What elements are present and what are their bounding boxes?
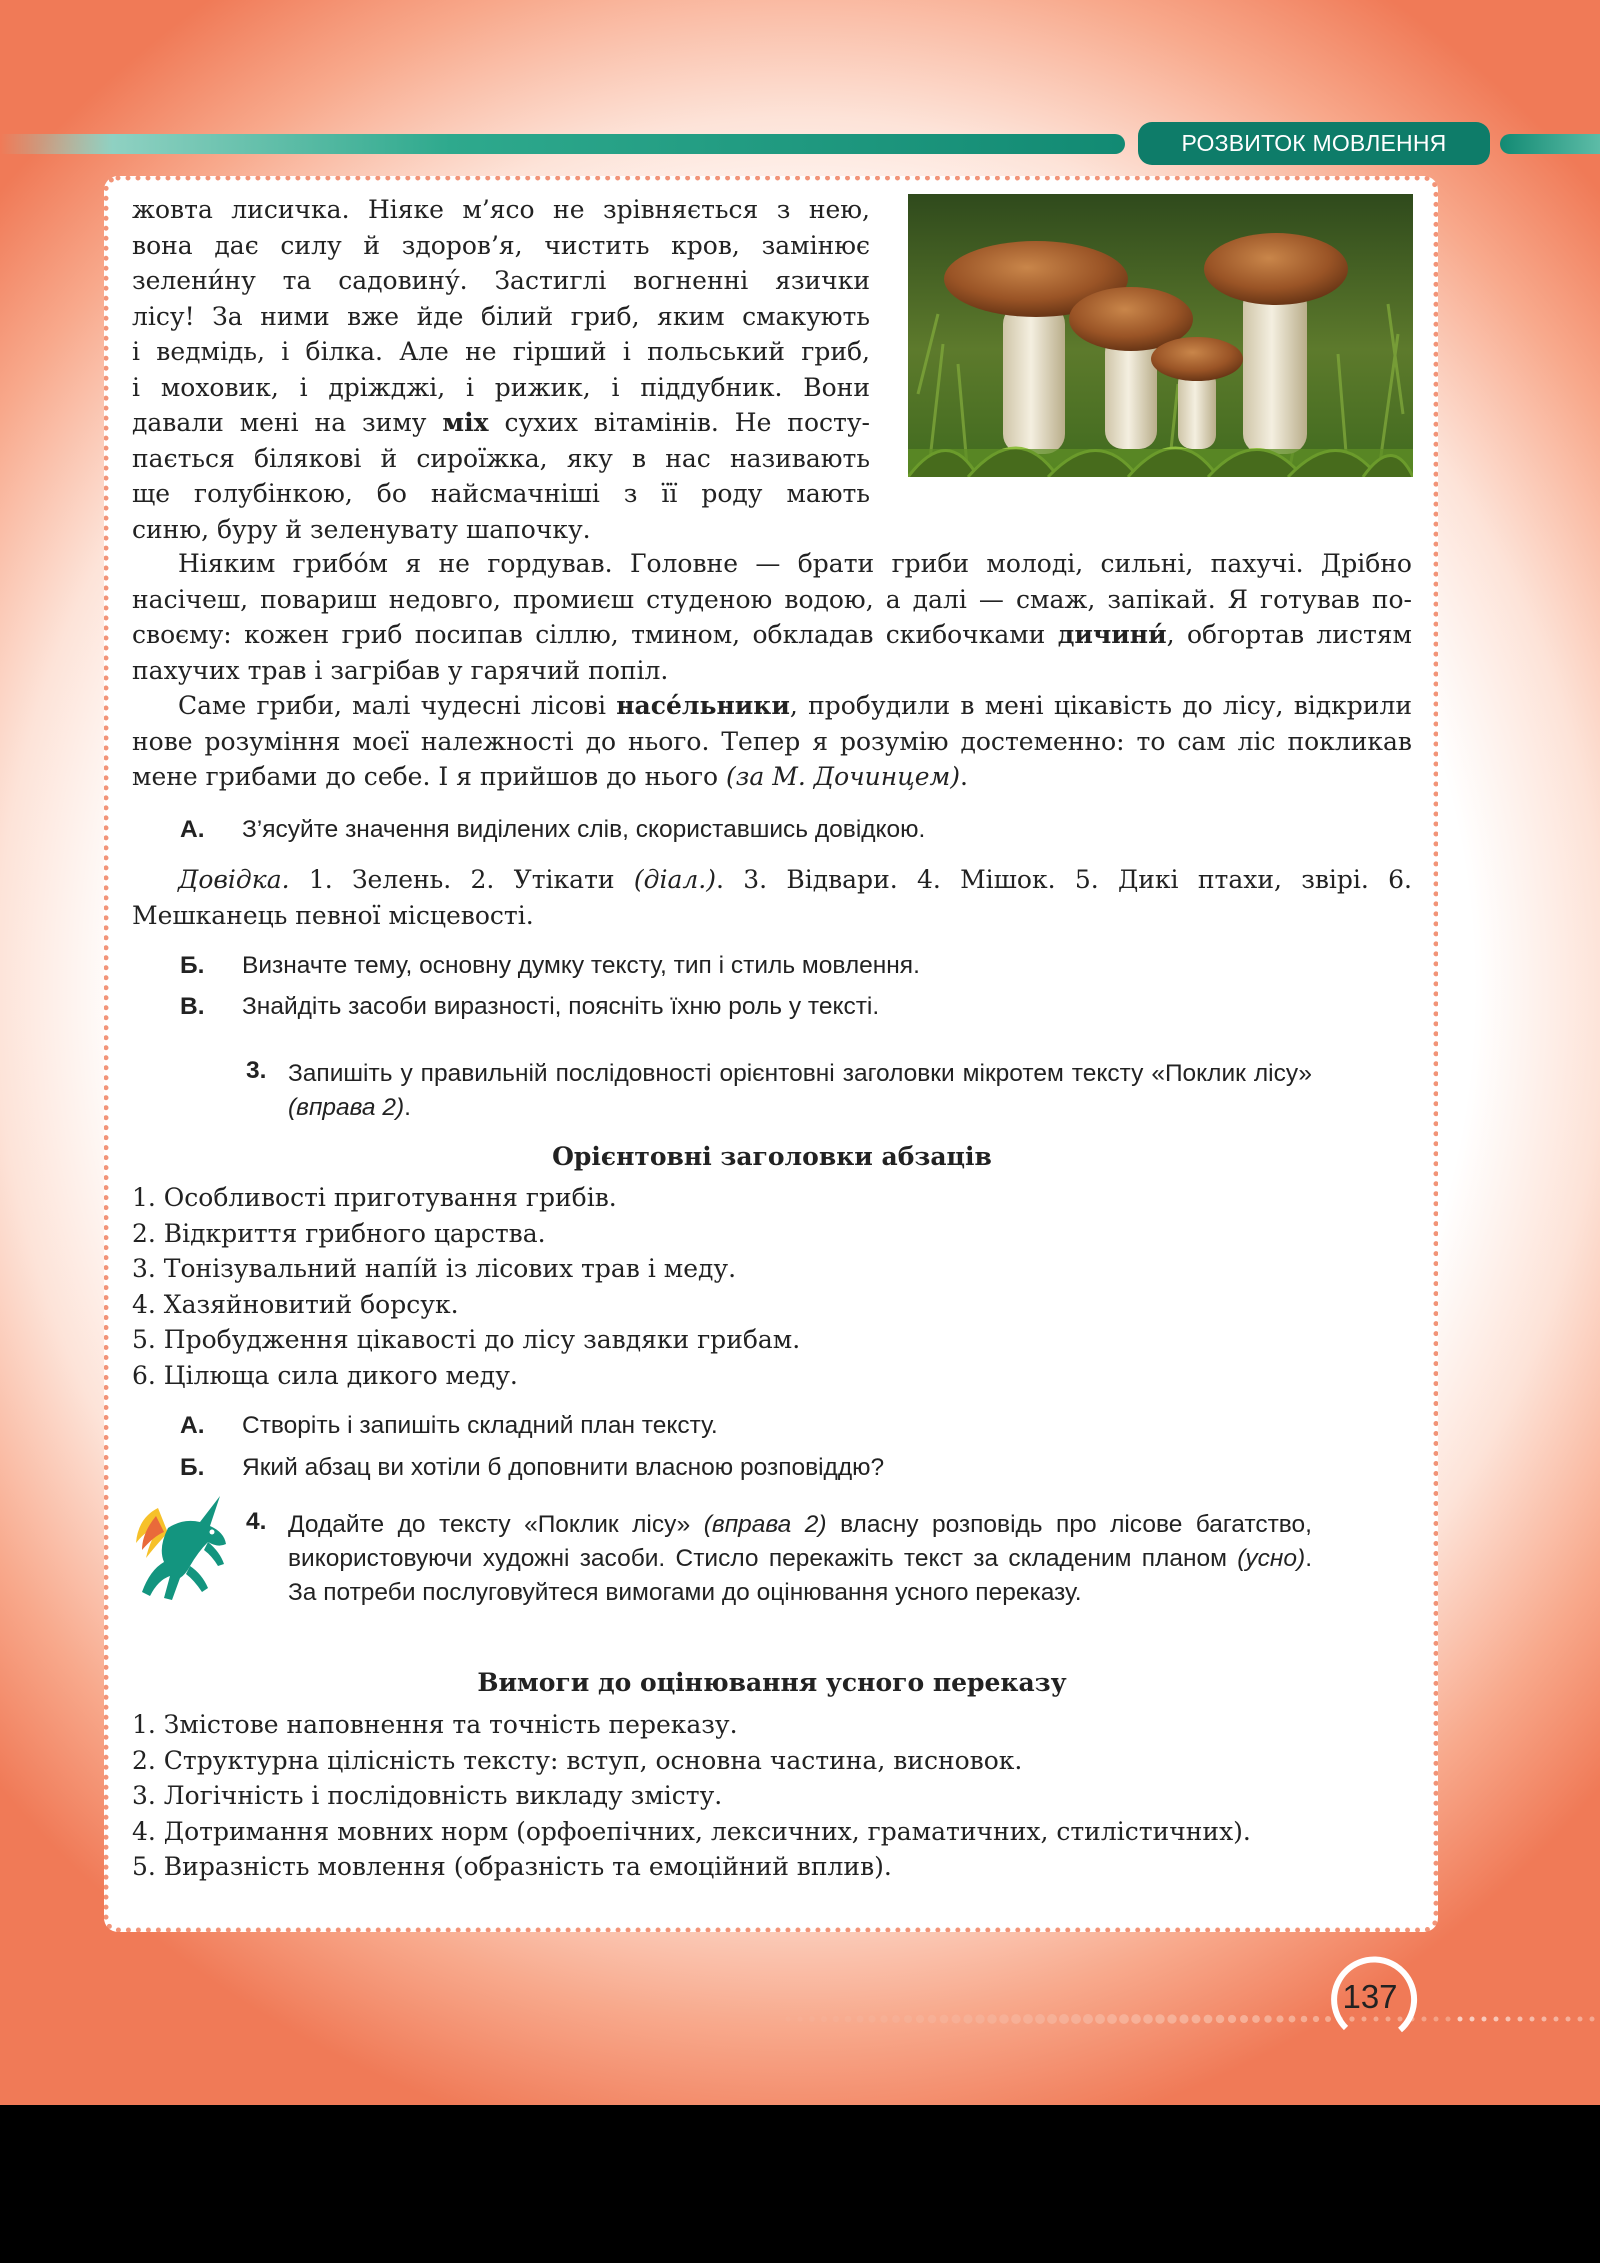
footer-dot	[1216, 2015, 1225, 2024]
intro-line: жовта лисичка. Ніяке м’ясо не зрівняється з нею,	[132, 195, 870, 224]
footer-dots	[780, 2011, 1600, 2025]
list-item: 4. Дотримання мовних норм (орфоепічних, лексичних, граматичних, стилістичних).	[132, 1816, 1251, 1846]
footer-dot	[880, 2015, 888, 2023]
footer-dot	[1131, 2014, 1141, 2024]
task-a: А. З’ясуйте значення виділених слів, скориставшись довідкою.	[180, 816, 926, 843]
footer-dot	[1554, 2017, 1559, 2022]
footer-dot	[916, 2015, 924, 2023]
footer-dot	[1276, 2015, 1283, 2022]
task-b: Б. Визначте тему, основну думку тексту, тип і стиль мовлення.	[180, 952, 920, 979]
footer-dot	[1590, 2017, 1595, 2022]
footer-dot	[999, 2014, 1009, 2024]
footer-dot	[1506, 2017, 1511, 2022]
footer-dot	[1530, 2017, 1535, 2022]
footer-dot	[1035, 2014, 1045, 2024]
footer-dot	[1313, 2016, 1319, 2022]
footer-dot	[809, 2016, 815, 2022]
footer-dot	[1470, 2017, 1475, 2022]
intro-line: давали мені на зиму міх сухих вітамінів. Не посту-	[132, 408, 870, 437]
list-item: 5. Виразність мовлення (образність та емоційний вплив).	[132, 1852, 892, 1881]
footer-dot	[1143, 2014, 1153, 2024]
footer-dot	[952, 2015, 961, 2024]
requirements-title: Вимоги до оцінювання усного переказу	[477, 1668, 1067, 1697]
footer-dot	[857, 2016, 864, 2023]
footer-dot	[1240, 2015, 1248, 2023]
footer-dot	[845, 2016, 852, 2023]
list-item: 4. Хазяйновитий борсук.	[132, 1289, 459, 1319]
mushrooms-photo	[908, 194, 1413, 477]
headings-title: Орієнтовні заголовки абзаців	[552, 1142, 992, 1171]
reference-note: Довідка. 1. Зелень. 2. Утікати (діал.). 3. Відвари. 4. Мішок. 5. Дикі птахи, звірі. 6. Мешканець певної місцевості.	[132, 865, 1412, 930]
footer-dot	[1228, 2015, 1236, 2023]
footer-dot	[797, 2016, 802, 2021]
footer-dot	[1434, 2017, 1439, 2022]
footer-dot	[1301, 2016, 1308, 2023]
paragraph: Саме гриби, малі чудесні лісові насе́льники, пробудили в мені цікавість до лісу, відкрили нове розуміння моєї належності до нього. Тепер я розумію достеменно: то сам ліс покликав мене грибами до себе. І я прийшов до нього (за М. Дочинцем).	[132, 691, 1412, 791]
header-bar-end	[1500, 134, 1600, 154]
requirements-list	[132, 1707, 1422, 1885]
footer-dot	[1578, 2017, 1583, 2022]
footer-dot	[1071, 2014, 1081, 2024]
footer-dot	[928, 2015, 937, 2024]
footer-dot	[1179, 2014, 1188, 2023]
footer-dot	[1252, 2015, 1260, 2023]
footer-dot	[1518, 2017, 1523, 2022]
list-item: 6. Цілюща сила дикого меду.	[132, 1360, 518, 1390]
task-b2: Б. Який абзац ви хотіли б доповнити власною розповіддю?	[180, 1454, 885, 1481]
intro-line: і моховик, і дріжджі, і рижик, і піддубник. Вони	[132, 372, 870, 402]
intro-line: зелени́ну та садовину́. Застиглі вогненні язички	[132, 266, 870, 295]
footer-dot	[1482, 2017, 1487, 2022]
exercise-3: 3. Запишіть у правильній послідовності орієнтовні заголовки мікротем тексту «Поклик лісу» (вправа 2).	[246, 1057, 1312, 1121]
footer-dot	[868, 2015, 875, 2022]
footer-dot	[1155, 2014, 1164, 2023]
footer-dot	[1059, 2014, 1069, 2024]
list-item: 1. Змістове наповнення та точність переказу.	[132, 1710, 738, 1739]
exercise-4: 4. Додайте до тексту «Поклик лісу» (вправа 2) власну розповідь про лісове багатство, використовуючи художні засоби. Стисло перекажіть текст за складеним планом (усно). За потреби послуговуйтеся вимогами до оцінювання усного переказу.	[246, 1508, 1312, 1606]
footer-dot	[1446, 2017, 1451, 2022]
list-item: 2. Відкриття грибного царства.	[132, 1218, 546, 1248]
footer-dot	[1107, 2014, 1117, 2024]
footer-dot	[1204, 2015, 1213, 2024]
footer-dot	[1264, 2015, 1271, 2022]
footer-dot	[833, 2016, 839, 2022]
footer-dot	[1083, 2014, 1093, 2024]
footer-dot	[1167, 2014, 1176, 2023]
footer-dot	[1023, 2014, 1033, 2024]
footer-dot	[1458, 2017, 1463, 2022]
footer-dot	[1095, 2014, 1105, 2024]
footer-dot	[904, 2015, 912, 2023]
footer-dot	[1289, 2016, 1296, 2023]
list-item: 3. Логічність і послідовність викладу змісту.	[132, 1781, 723, 1810]
intro-line: ще голубінкою, бо найсмачніші з її роду мають	[132, 479, 870, 508]
footer-dot	[940, 2015, 949, 2024]
footer-dot	[892, 2015, 900, 2023]
section-title: РОЗВИТОК МОВЛЕННЯ	[1138, 122, 1490, 165]
footer-dot	[1011, 2014, 1021, 2024]
page-number: 137	[1342, 1978, 1398, 2015]
intro-line: вона дає силу й здоров’я, чистить кров, замінює	[132, 230, 870, 260]
main-paragraphs	[132, 546, 1412, 795]
intro-line: пається білякові й сироїжка, яку в нас називають	[132, 443, 870, 473]
footer-dot	[975, 2014, 984, 2023]
list-item: 5. Пробудження цікавості до лісу завдяки грибам.	[132, 1325, 801, 1354]
intro-line: синю, буру й зеленувату шапочку.	[132, 514, 591, 544]
task-a2: А. Створіть і запишіть складний план тексту.	[180, 1412, 718, 1439]
intro-text	[132, 192, 870, 547]
footer-dot	[1542, 2017, 1547, 2022]
task-v: В. Знайдіть засоби виразності, поясніть їхню роль у тексті.	[180, 993, 880, 1020]
footer-dot	[1566, 2017, 1571, 2022]
header-bar	[0, 134, 1125, 154]
paragraph: Ніяким грибо́м я не гордував. Головне — брати гриби молоді, сильні, пахучі. Дрібно насічеш, повариш недовго, промиєш студеною водою, а далі — смаж, запікай. Я готував по-своєму: кожен гриб посипав сіллю, тмином, обкладав скибочками дичини́, обгортав листям пахучих трав і загрібав у гарячий попіл.	[132, 549, 1413, 685]
footer-dot	[821, 2016, 827, 2022]
footer-dot	[963, 2014, 972, 2023]
footer-dot	[1119, 2014, 1129, 2024]
footer-dot	[1192, 2015, 1201, 2024]
intro-line: лісу! За ними вже йде білий гриб, яким смакують	[132, 301, 870, 331]
list-item: 2. Структурна цілісність тексту: вступ, основна частина, висновок.	[132, 1745, 1023, 1775]
unicorn-icon	[128, 1488, 240, 1604]
footer-dot	[1047, 2014, 1057, 2024]
list-item: 1. Особливості приготування грибів.	[132, 1183, 617, 1212]
footer-dot	[987, 2014, 997, 2024]
intro-line: і ведмідь, і білка. Але не гірший і польський гриб,	[132, 337, 870, 366]
footer-dot	[786, 2017, 791, 2022]
footer-dot	[1494, 2017, 1499, 2022]
footer-dot	[1422, 2017, 1427, 2022]
list-item: 3. Тонізувальний напі́й із лісових трав і меду.	[132, 1254, 737, 1283]
headings-list	[132, 1180, 1422, 1393]
